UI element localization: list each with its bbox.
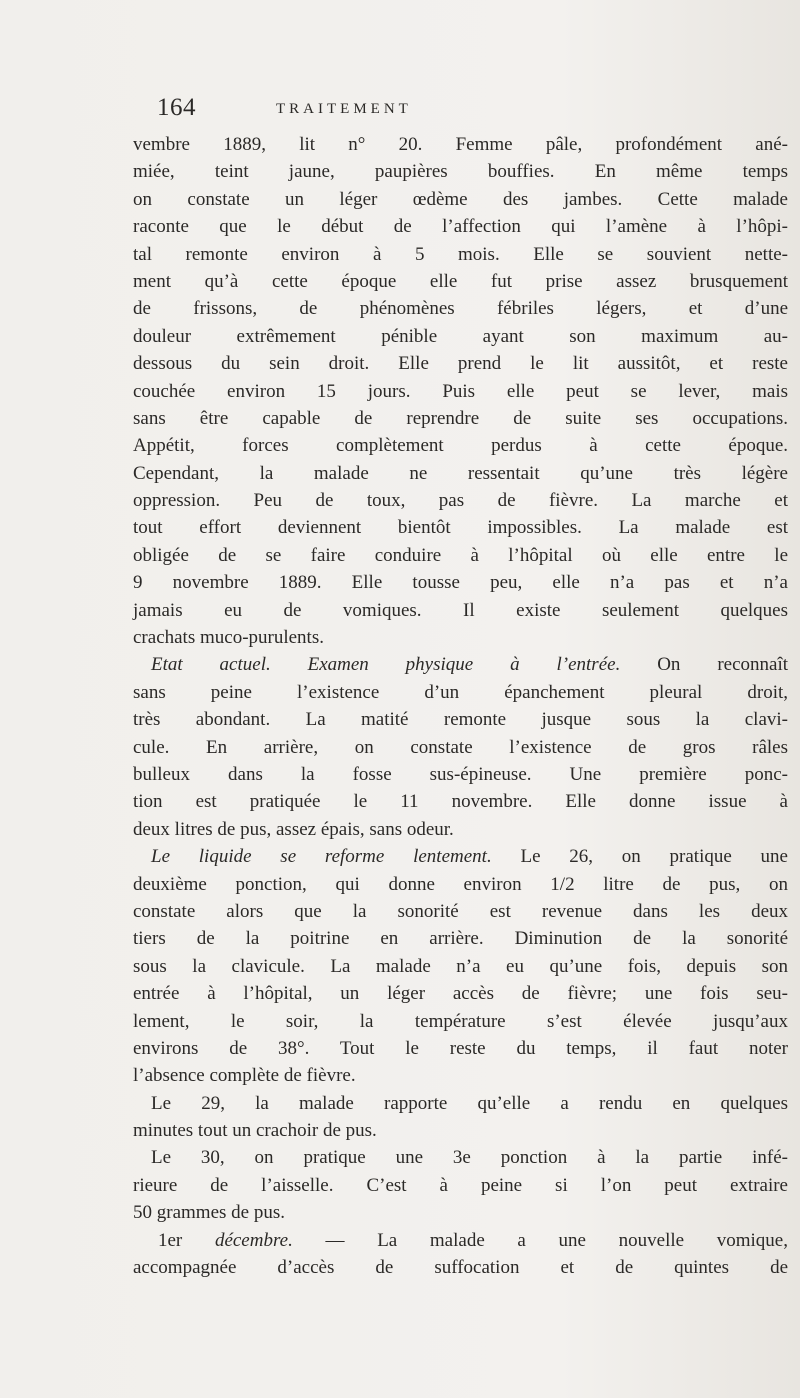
text-line: Cependant, la malade ne ressentait qu’une très légère xyxy=(133,462,788,484)
text-segment: — La malade a une nouvelle vomique, xyxy=(292,1229,788,1251)
running-head: TRAITEMENT xyxy=(276,101,412,117)
text-line: tiers de la poitrine en arrière. Diminution de la sonorité xyxy=(133,928,788,950)
text-line: sans peine l’existence d’un épanchement pleural droit, xyxy=(133,681,788,703)
text-line: environs de 38°. Tout le reste du temps, il faut noter xyxy=(133,1037,788,1059)
text-line: accompagnée d’accès de suffocation et de quintes de xyxy=(133,1257,788,1279)
italic-heading: Etat actuel. Examen physique à l’entrée. xyxy=(151,654,621,676)
section-line-decembre xyxy=(133,1227,788,1254)
text-line: entrée à l’hôpital, un léger accès de fièvre; une fois seu- xyxy=(133,983,788,1005)
text-line: de frissons, de phénomènes fébriles légers, et d’une xyxy=(133,298,788,320)
text-line: on constate un léger œdème des jambes. Cette malade xyxy=(133,188,788,210)
text-line: très abondant. La matité remonte jusque sous la clavi- xyxy=(133,709,788,731)
text-line: lement, le soir, la température s’est élevée jusqu’aux xyxy=(133,1010,788,1032)
text-line: sous la clavicule. La malade n’a eu qu’une fois, depuis son xyxy=(133,955,788,977)
text-line: tion est pratiquée le 11 novembre. Elle donne issue à xyxy=(133,791,788,813)
italic-heading: Le liquide se reforme lentement. xyxy=(151,846,492,868)
text-line: bulleux dans la fosse sus-épineuse. Une première ponc- xyxy=(133,763,788,785)
text-line: vembre 1889, lit n° 20. Femme pâle, profondément ané- xyxy=(133,134,788,155)
text-line: couchée environ 15 jours. Puis elle peut se lever, mais xyxy=(133,380,788,402)
text-line: jamais eu de vomiques. Il existe seulement quelques xyxy=(133,599,788,621)
text-line: ment qu’à cette époque elle fut prise assez brusquement xyxy=(133,270,788,292)
text-line: sans être capable de reprendre de suite ses occupations. xyxy=(133,407,788,429)
text-line: raconte que le début de l’affection qui l’amène à l’hôpi- xyxy=(133,216,788,238)
text-line: Le 29, la malade rapporte qu’elle a rendu en quelques xyxy=(151,1092,788,1114)
section-line-etat-actuel xyxy=(133,651,788,678)
text-line: oppression. Peu de toux, pas de fièvre. La marche et xyxy=(133,490,788,512)
text-segment: Le 26, on pratique une xyxy=(491,846,788,868)
body-text xyxy=(133,131,788,1281)
text-line: obligée de se faire conduire à l’hôpital où elle entre le xyxy=(133,544,788,566)
text-line: dessous du sein droit. Elle prend le lit aussitôt, et reste xyxy=(133,353,788,375)
text-line: Le 30, on pratique une 3e ponction à la partie infé- xyxy=(151,1147,788,1169)
page-number: 164 xyxy=(157,94,196,121)
text-line: crachats muco-purulents. xyxy=(133,627,324,649)
text-segment: On reconnaît xyxy=(620,654,789,676)
text-line: minutes tout un crachoir de pus. xyxy=(133,1120,377,1142)
text-line: deux litres de pus, assez épais, sans odeur. xyxy=(133,818,454,840)
section-line-liquide xyxy=(133,843,788,870)
text-line: deuxième ponction, qui donne environ 1/2 litre de pus, on xyxy=(133,873,788,895)
text-line: douleur extrêmement pénible ayant son maximum au- xyxy=(133,325,788,347)
text-line: miée, teint jaune, paupières bouffies. En même temps xyxy=(133,161,788,183)
text-line: tal remonte environ à 5 mois. Elle se souvient nette- xyxy=(133,243,788,265)
text-line: 9 novembre 1889. Elle tousse peu, elle n’a pas et n’a xyxy=(133,572,788,594)
text-line: cule. En arrière, on constate l’existence de gros râles xyxy=(133,736,788,758)
text-line: rieure de l’aisselle. C’est à peine si l’on peut extraire xyxy=(133,1174,788,1196)
text-line: 50 grammes de pus. xyxy=(133,1202,285,1224)
text-line: tout effort deviennent bientôt impossibles. La malade est xyxy=(133,517,788,539)
text-line: l’absence complète de fièvre. xyxy=(133,1065,356,1087)
text-line: constate alors que la sonorité est revenue dans les deux xyxy=(133,900,788,922)
text-segment: 1er xyxy=(158,1229,215,1251)
text-line: Appétit, forces complètement perdus à cette époque. xyxy=(133,435,788,457)
italic-date: décembre. xyxy=(214,1229,293,1251)
page-header xyxy=(0,94,800,124)
